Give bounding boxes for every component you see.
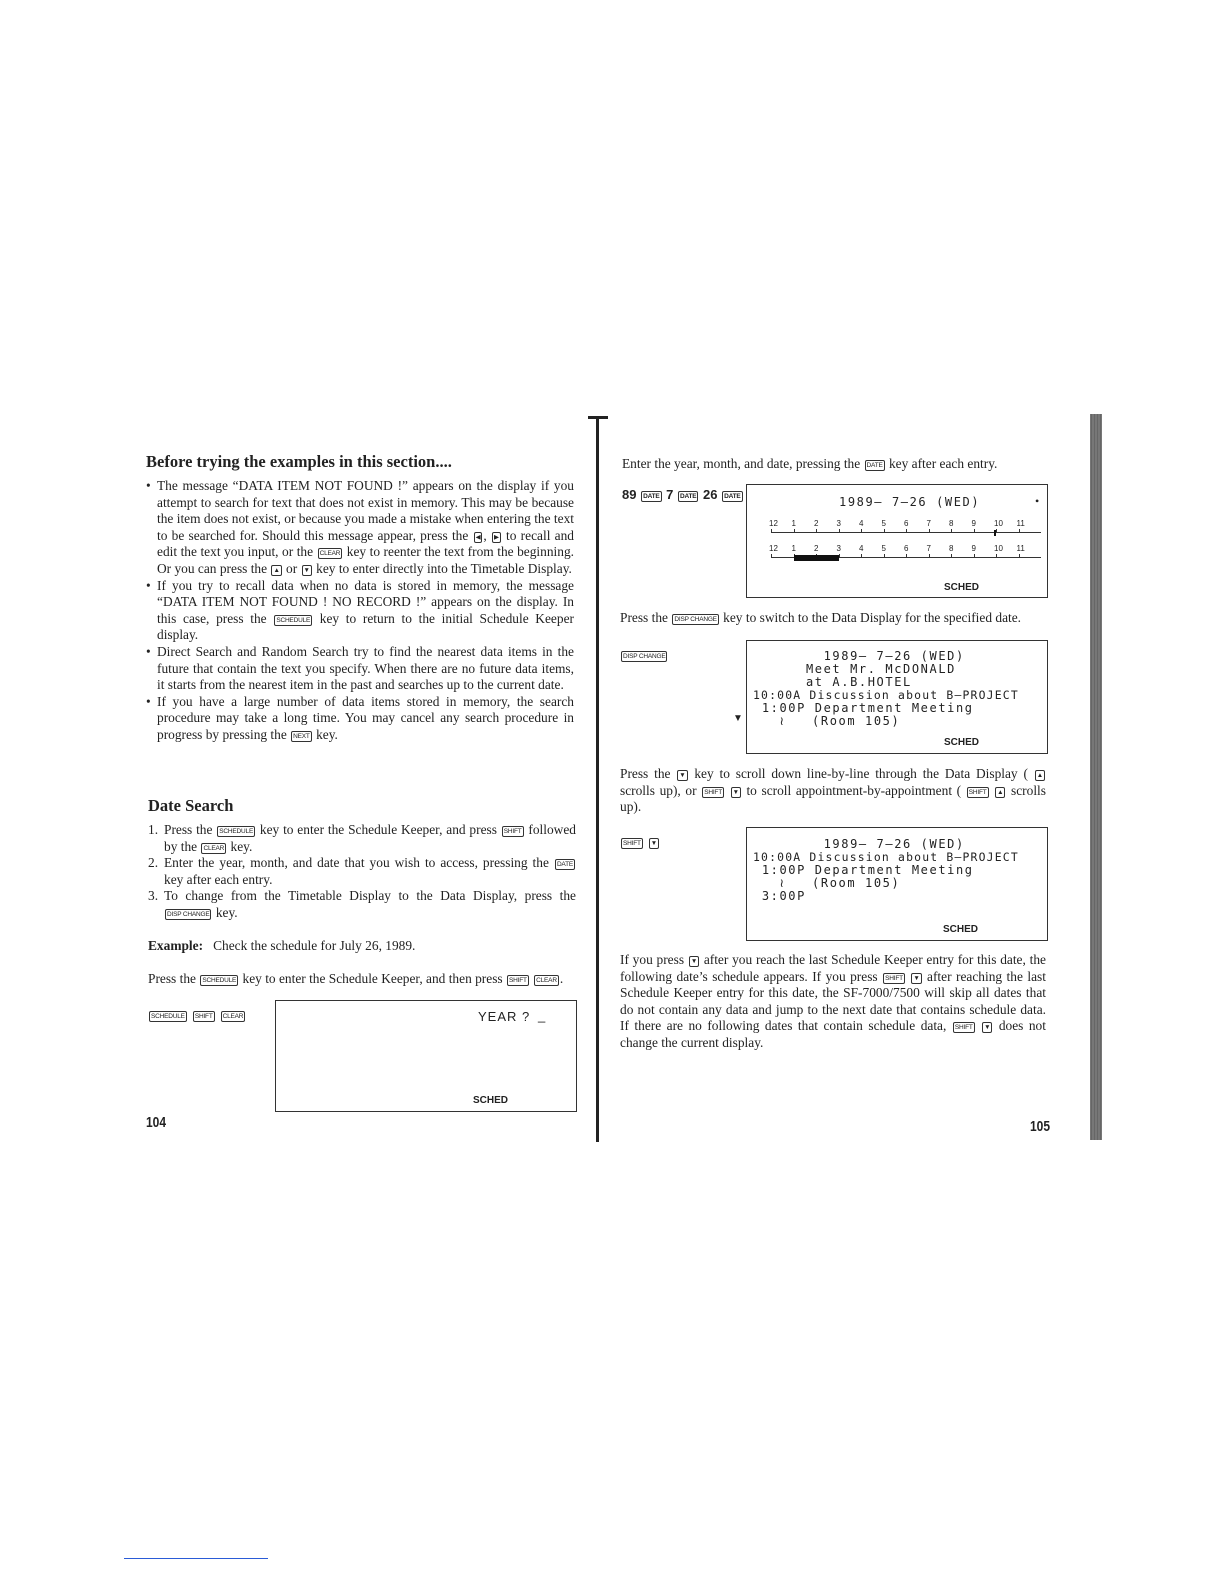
press-text: Press the <box>148 971 196 986</box>
down-arrow-key-icon: ▼ <box>303 566 310 574</box>
date-search-heading: Date Search <box>148 796 234 815</box>
timetable-tick <box>974 554 975 558</box>
timetable-hour-label: 8 <box>949 519 954 528</box>
timetable-tick <box>1019 529 1020 533</box>
step-text: followed by the <box>164 822 576 854</box>
lcd-indicator-dot: • <box>1035 494 1040 508</box>
schedule-key-icon: SCHEDULE <box>151 1013 185 1020</box>
shift-key-icon: SHIFT <box>503 828 522 835</box>
timetable-hour-label: 6 <box>904 544 909 553</box>
date-key-icon: DATE <box>556 861 573 869</box>
bullet-text: Should this message appear, press the <box>262 527 469 543</box>
bullet-text: If you have a large number of data items stored in memory, the search procedure may take a long time. You may cancel any search procedure in progress by pressing the <box>157 693 574 742</box>
shift-key-icon: SHIFT <box>968 788 987 796</box>
step-number: 1. <box>148 822 159 837</box>
timetable-tick <box>839 554 840 558</box>
lcd-mode-label: SCHED <box>943 924 979 935</box>
press-disp-line <box>620 610 1044 627</box>
lcd-prompt: YEAR ? <box>478 1009 531 1024</box>
up-arrow-key-icon: ▲ <box>273 566 280 574</box>
lcd-data-display <box>733 640 1048 754</box>
date-key-icon: DATE <box>866 462 883 469</box>
shift-key-icon: SHIFT <box>704 788 722 796</box>
lcd-line: ≀ (Room 105) <box>753 714 901 728</box>
timetable-tick <box>951 554 952 558</box>
scroll-paragraph <box>620 766 1046 816</box>
page-number-left: 104 <box>146 1114 167 1131</box>
final-paragraph <box>620 952 1046 1052</box>
scroll-text: to scroll appointment-by-appointment ( <box>746 782 962 798</box>
lcd-line: Meet Mr. McDONALD <box>753 662 956 676</box>
schedule-key-icon: SCHEDULE <box>202 977 237 984</box>
timetable-hour-label: 12 <box>769 544 778 553</box>
final-text: If you press <box>620 952 685 967</box>
key-sequence-2 <box>620 646 668 664</box>
step-text: Enter the year, month, and date that you wish to access, pressing the <box>164 855 549 871</box>
step-text: key to enter the Schedule Keeper, and press <box>259 822 497 837</box>
timetable-hour-label: 3 <box>836 519 841 528</box>
page-number-right: 105 <box>1030 1118 1051 1135</box>
binding-line <box>596 418 599 1142</box>
timetable-hour-label: 9 <box>971 519 976 528</box>
timetable-hour-label: 9 <box>971 544 976 553</box>
timetable-hour-label: 7 <box>926 519 931 528</box>
down-arrow-key-icon: ▼ <box>732 788 739 796</box>
timetable-tick <box>906 554 907 558</box>
intro-text: Enter the year, month, and date, pressing the <box>622 456 861 471</box>
scroll-text: scrolls up), or <box>620 782 697 798</box>
intro-text: key after each entry. <box>888 456 998 471</box>
timetable-hour-label: 11 <box>1016 544 1025 553</box>
lcd-line: 1:00P Department Meeting <box>753 701 974 715</box>
timetable-hour-label: 4 <box>859 544 864 553</box>
page-edge-scan <box>1090 414 1102 1140</box>
section-heading: Before trying the examples in this section.... <box>146 452 452 471</box>
down-arrow-key-icon: ▼ <box>690 958 698 965</box>
timetable-hour-label: 10 <box>994 544 1003 553</box>
scroll-text: scrolls up). <box>620 782 1046 815</box>
timetable-busy-block <box>994 530 996 536</box>
scroll-text: Press the <box>620 766 671 781</box>
lcd-line: 3:00P <box>753 889 806 903</box>
example-line <box>148 938 415 955</box>
bullet-text: or <box>286 560 298 576</box>
lcd-line: at A.B.HOTEL <box>753 675 912 689</box>
lcd-line: 10:00A Discussion about B–PROJECT <box>753 850 1019 864</box>
timetable-hour-label: 12 <box>769 519 778 528</box>
bullet-list <box>146 478 574 744</box>
timetable-tick <box>1019 554 1020 558</box>
timetable-tick <box>996 554 997 558</box>
timetable-tick <box>929 554 930 558</box>
bullet-text: The message “DATA ITEM NOT FOUND !” appears on the display if you attempt to search for text that does not exist in memory. This may be because the item does not exist, or because you made a mistake when entering the text to be searched for. <box>157 478 574 543</box>
input-year: 89 <box>622 487 637 502</box>
list-item <box>146 578 574 644</box>
next-key-icon: NEXT <box>293 732 310 740</box>
lcd-line: 1989– 7–26 (WED) <box>753 837 965 851</box>
step-3 <box>148 888 576 921</box>
timetable-hour-label: 2 <box>814 519 819 528</box>
schedule-key-icon: SCHEDULE <box>219 828 254 835</box>
timetable-hour-label: 2 <box>814 544 819 553</box>
scroll-down-indicator-icon: ▼ <box>733 713 743 724</box>
step-text: key. <box>215 904 238 920</box>
list-item <box>146 644 574 694</box>
lcd-line: 10:00A Discussion about B–PROJECT <box>753 688 1019 702</box>
clear-key-icon: CLEAR <box>222 1013 244 1020</box>
timetable-am <box>771 519 1041 541</box>
timetable-hour-label: 5 <box>881 519 886 528</box>
timetable-hour-label: 1 <box>791 519 796 528</box>
press-text: key to enter the Schedule Keeper, and then press <box>242 971 503 986</box>
clear-key-icon: CLEAR <box>319 550 341 558</box>
final-text: after you reach the last Schedule Keeper entry for this date, the following date’s schedule appears. If you press <box>620 952 1046 984</box>
disp-change-key-icon: DISP CHANGE <box>623 653 666 660</box>
timetable-tick <box>861 554 862 558</box>
timetable-hour-label: 6 <box>904 519 909 528</box>
shift-key-icon: SHIFT <box>623 840 641 847</box>
timetable-tick <box>884 529 885 533</box>
timetable-tick <box>794 529 795 533</box>
lcd-timetable-display <box>746 484 1048 598</box>
lcd-cursor: _ <box>538 1008 546 1023</box>
bullet-text: key. <box>316 726 338 742</box>
key-sequence-3 <box>620 833 660 851</box>
input-sequence <box>622 487 744 502</box>
list-item <box>146 694 574 744</box>
lcd-line: 1989– 7–26 (WED) <box>753 649 965 663</box>
press-text: key to switch to the Data Display for the specified date. <box>723 610 1022 625</box>
step-text: To change from the Timetable Display to the Data Display, press the <box>164 888 576 904</box>
timetable-tick <box>771 554 772 558</box>
timetable-tick <box>861 529 862 533</box>
bullet-text: In this case, press the <box>157 594 574 626</box>
lcd-line: 1:00P Department Meeting <box>753 863 974 877</box>
timetable-hour-label: 1 <box>791 544 796 553</box>
timetable-hour-label: 3 <box>836 544 841 553</box>
example-label: Example: <box>148 938 204 953</box>
disp-change-key-icon: DISP CHANGE <box>674 616 717 623</box>
step-1 <box>148 822 576 855</box>
step-text: key. <box>230 838 253 854</box>
key-sequence-1 <box>148 1006 246 1024</box>
final-text: after reaching the last Schedule Keeper entry for this date, the SF-7000/7500 will skip all dates that do not contain any data and jump to the next date that contains schedule data. If there are no following dates that contain schedule data, <box>620 968 1046 1034</box>
timetable-tick <box>974 529 975 533</box>
list-item: • The message “DATA ITEM NOT FOUND !” appears on the display if you attempt to search for text that does not exist in memory. This may be because the item does not exist, or because you made a mistake when entering the text to be searched for. Should this message appear, press the ◀ , ▶ to recall and edit the text you input, or the CLEAR key to reenter the text from the beginning. Or you can press the ▲ or ▼ key to enter directly into the Timetable Display. <box>146 478 574 578</box>
press-text: Press the <box>620 610 668 625</box>
left-arrow-key-icon: ◀ <box>475 533 481 541</box>
intro-line <box>622 456 1046 473</box>
timetable-hour-label: 11 <box>1016 519 1025 528</box>
input-day: 26 <box>703 487 718 502</box>
disp-change-key-icon: DISP CHANGE <box>167 910 210 918</box>
date-key-icon: DATE <box>643 493 660 500</box>
step-text: key after each entry. <box>164 871 273 887</box>
timetable-busy-block <box>794 555 839 561</box>
timetable-tick <box>771 529 772 533</box>
bullet-text: key to return to the initial Schedule Keeper display. <box>157 610 574 643</box>
shift-key-icon: SHIFT <box>509 977 527 984</box>
step-number: 2. <box>148 855 159 871</box>
timetable-hour-label: 7 <box>926 544 931 553</box>
input-month: 7 <box>666 487 674 502</box>
timetable-hour-label: 10 <box>994 519 1003 528</box>
timetable-pm <box>771 544 1041 566</box>
date-key-icon: DATE <box>680 493 697 500</box>
shift-key-icon: SHIFT <box>194 1013 213 1020</box>
bullet-text: key to reenter the text from the beginning. Or you can press the <box>157 544 574 576</box>
lcd-mode-label: SCHED <box>944 582 980 593</box>
step-number: 3. <box>148 888 159 904</box>
clear-key-icon: CLEAR <box>203 844 225 852</box>
down-arrow-key-icon: ▼ <box>650 840 658 847</box>
bullet-text: key to enter directly into the Timetable Display. <box>316 560 572 576</box>
timetable-tick <box>816 529 817 533</box>
step-2 <box>148 855 576 888</box>
shift-key-icon: SHIFT <box>885 974 903 982</box>
date-key-icon: DATE <box>724 493 741 500</box>
timetable-tick <box>884 554 885 558</box>
up-arrow-key-icon: ▲ <box>997 788 1004 796</box>
timetable-tick <box>951 529 952 533</box>
step-text: Press the <box>164 822 213 837</box>
down-arrow-key-icon: ▼ <box>984 1024 991 1032</box>
bullet-text: to recall and edit the text you input, or the <box>157 527 574 560</box>
clear-key-icon: CLEAR <box>536 977 557 984</box>
timetable-tick <box>839 529 840 533</box>
lcd-date: 1989– 7–26 (WED) <box>839 495 981 509</box>
schedule-key-icon: SCHEDULE <box>276 616 311 624</box>
steps-list <box>148 822 576 922</box>
down-arrow-key-icon: ▼ <box>679 772 686 779</box>
timetable-hour-label: 5 <box>881 544 886 553</box>
timetable-tick <box>906 529 907 533</box>
down-arrow-key-icon: ▼ <box>913 974 920 982</box>
press-line <box>148 971 578 988</box>
lcd-mode-label: SCHED <box>473 1095 509 1106</box>
timetable-tick <box>929 529 930 533</box>
timetable-tick <box>996 529 997 533</box>
scroll-text: key to scroll down line-by-line through the Data Display ( <box>694 766 1028 781</box>
up-arrow-key-icon: ▲ <box>1036 772 1043 779</box>
lcd-mode-label: SCHED <box>944 737 980 748</box>
bullet-text: If you try to recall data when no data is stored in memory, the message “DATA ITEM NOT FOUND ! NO RECORD !” appears on the display. <box>157 577 574 610</box>
timetable-hour-label: 4 <box>859 519 864 528</box>
press-text: . <box>559 971 564 986</box>
timetable-hour-label: 8 <box>949 544 954 553</box>
right-arrow-key-icon: ▶ <box>493 533 499 541</box>
lcd-data-display-scrolled <box>746 827 1048 941</box>
final-text: does not change the current display. <box>620 1018 1046 1050</box>
shift-key-icon: SHIFT <box>954 1024 973 1032</box>
footer-rule <box>124 1558 268 1559</box>
lcd-line: ≀ (Room 105) <box>753 876 901 890</box>
bullet-text: Direct Search and Random Search try to find the nearest data items in the future that contain the text you specify. When there are no future data items, it starts from the nearest item in the past and searches up to the current date. <box>157 643 574 693</box>
lcd-display-year <box>275 1000 577 1112</box>
example-text: Check the schedule for July 26, 1989. <box>213 938 416 953</box>
